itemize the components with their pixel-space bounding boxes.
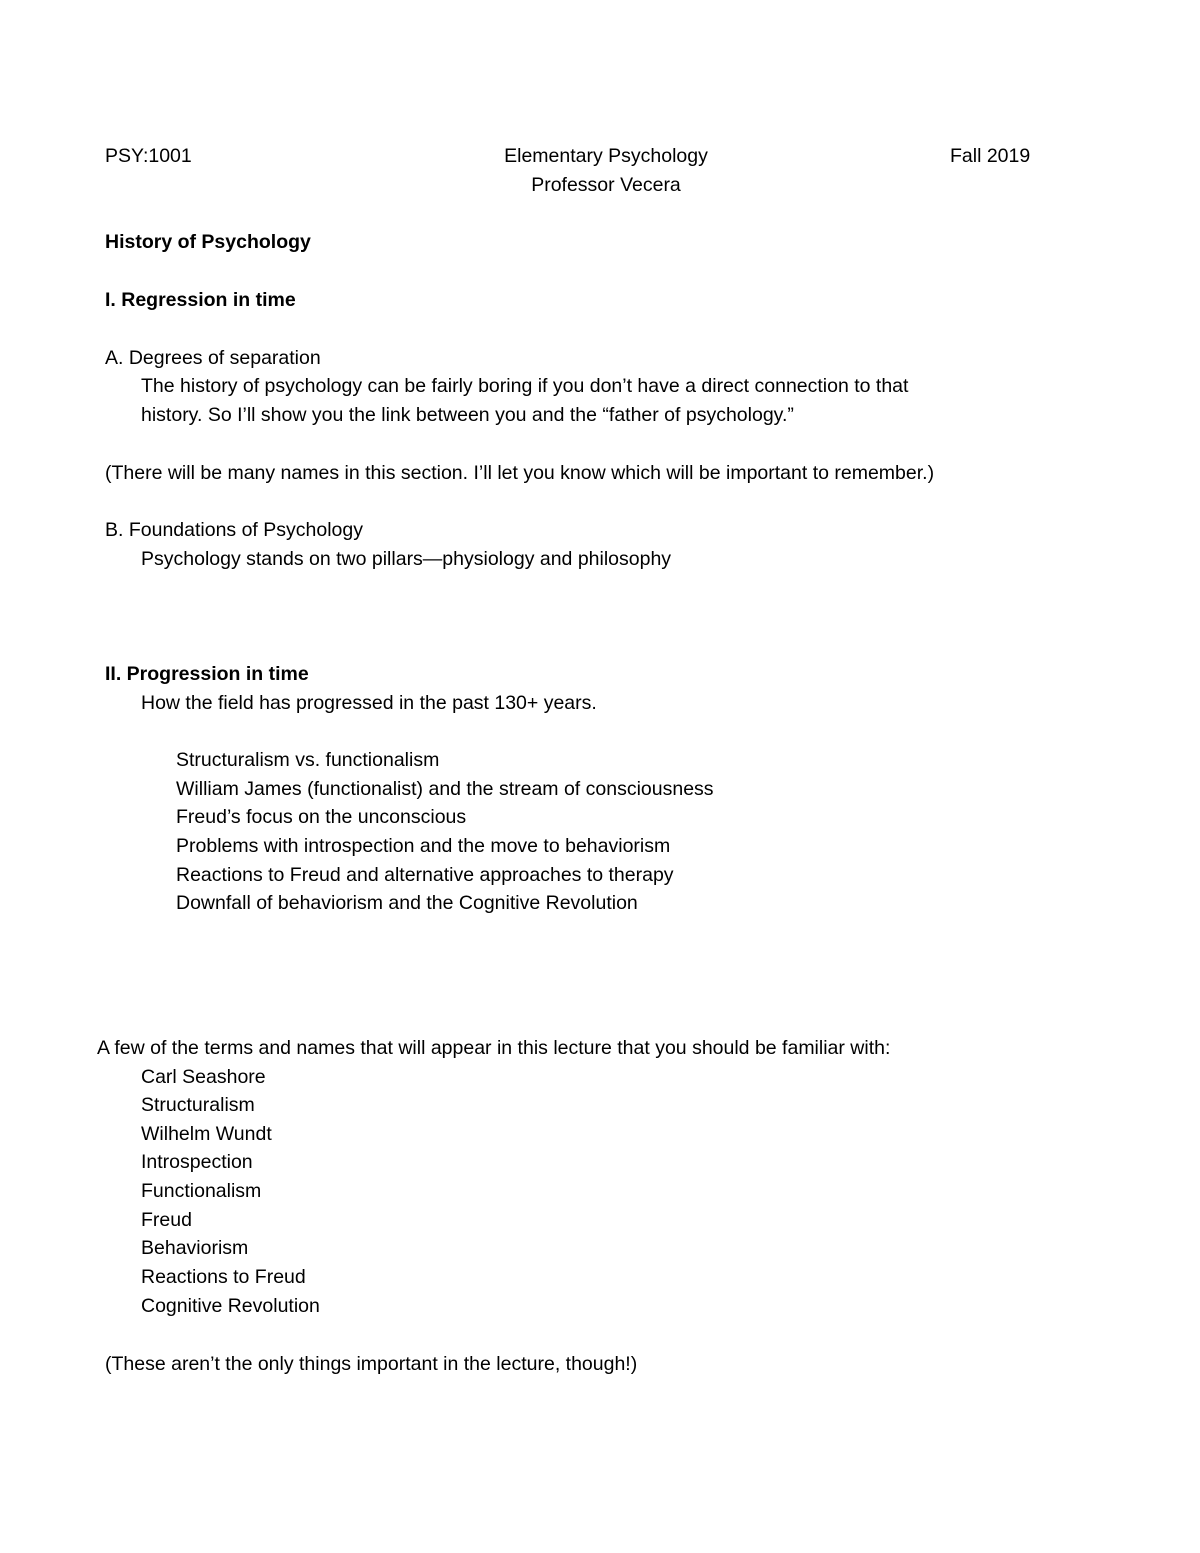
course-title: Elementary Psychology: [504, 145, 708, 167]
terms-intro: A few of the terms and names that will appear in this lecture that you should be familiar with:: [97, 1037, 891, 1059]
instructor: Professor Vecera: [531, 174, 681, 196]
section-2-heading: II. Progression in time: [105, 663, 309, 685]
term-item: Functionalism: [141, 1180, 262, 1202]
topic-item: Downfall of behaviorism and the Cognitive Revolution: [176, 892, 638, 914]
section-1b-heading: B. Foundations of Psychology: [105, 519, 363, 541]
section-1b-body: Psychology stands on two pillars—physiology and philosophy: [141, 548, 672, 570]
course-code: PSY:1001: [105, 145, 192, 167]
document-title: History of Psychology: [105, 231, 311, 253]
term: Fall 2019: [950, 145, 1031, 167]
section-2-intro: How the field has progressed in the past 130+ years.: [141, 692, 597, 714]
term-item: Structuralism: [141, 1094, 255, 1116]
topic-item: Freud’s focus on the unconscious: [176, 806, 467, 828]
term-item: Carl Seashore: [141, 1066, 266, 1088]
section-1a-body-line-2: history. So I’ll show you the link between you and the “father of psychology.”: [141, 404, 794, 426]
term-item: Freud: [141, 1209, 192, 1231]
topic-item: Structuralism vs. functionalism: [176, 749, 440, 771]
closing-note: (These aren’t the only things important in the lecture, though!): [105, 1353, 638, 1375]
term-item: Behaviorism: [141, 1237, 249, 1259]
section-1a-heading: A. Degrees of separation: [105, 347, 321, 369]
section-1-note: (There will be many names in this section. I’ll let you know which will be important to remember.): [105, 462, 935, 484]
term-item: Reactions to Freud: [141, 1266, 306, 1288]
section-1a-body-line-1: The history of psychology can be fairly boring if you don’t have a direct connection to that: [141, 375, 909, 397]
section-1-heading: I. Regression in time: [105, 289, 296, 311]
topic-item: Problems with introspection and the move to behaviorism: [176, 835, 671, 857]
term-item: Introspection: [141, 1151, 253, 1173]
topic-item: Reactions to Freud and alternative approaches to therapy: [176, 864, 674, 886]
term-item: Wilhelm Wundt: [141, 1123, 272, 1145]
topic-item: William James (functionalist) and the stream of consciousness: [176, 778, 714, 800]
term-item: Cognitive Revolution: [141, 1295, 320, 1317]
